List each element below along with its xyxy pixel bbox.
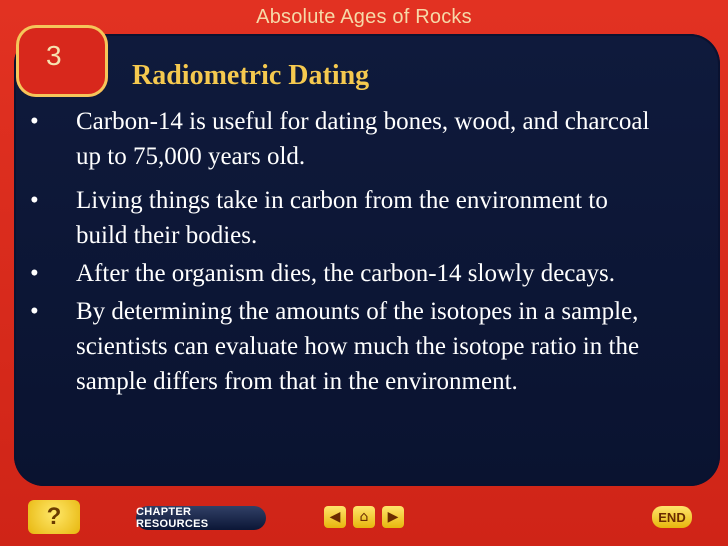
bullet-text: After the organism dies, the carbon-14 slowly decays.: [76, 260, 615, 287]
bullet-text: Carbon-14 is useful for dating bones, wood, and charcoal up to 75,000 years old.: [76, 108, 650, 170]
bullet-item: [24, 256, 664, 291]
bullet-item: [24, 183, 664, 253]
chapter-resources-button[interactable]: CHAPTER RESOURCES: [136, 506, 266, 530]
section-number: 3: [46, 40, 62, 71]
bullet-dot: •: [30, 298, 39, 325]
end-button[interactable]: END: [652, 506, 692, 528]
help-button[interactable]: ?: [28, 500, 80, 534]
bullet-dot: •: [30, 108, 39, 135]
section-tab: [16, 25, 108, 97]
next-icon[interactable]: ▶: [382, 506, 404, 528]
home-icon[interactable]: ⌂: [353, 506, 375, 528]
slide-title: Absolute Ages of Rocks: [256, 6, 472, 28]
bullet-item: [24, 104, 664, 180]
bullet-text: Living things take in carbon from the environment to build their bodies.: [76, 187, 608, 249]
bullet-text: By determining the amounts of the isotopes in a sample, scientists can evaluate how much the isotope ratio in the sample differs from that in the environment.: [76, 298, 640, 395]
bullet-list: [24, 104, 664, 399]
bullet-item: [24, 294, 664, 399]
bullet-dot: •: [30, 187, 39, 214]
bullet-dot: •: [30, 260, 39, 287]
section-heading: Radiometric Dating: [132, 60, 370, 91]
previous-icon[interactable]: ◀: [324, 506, 346, 528]
